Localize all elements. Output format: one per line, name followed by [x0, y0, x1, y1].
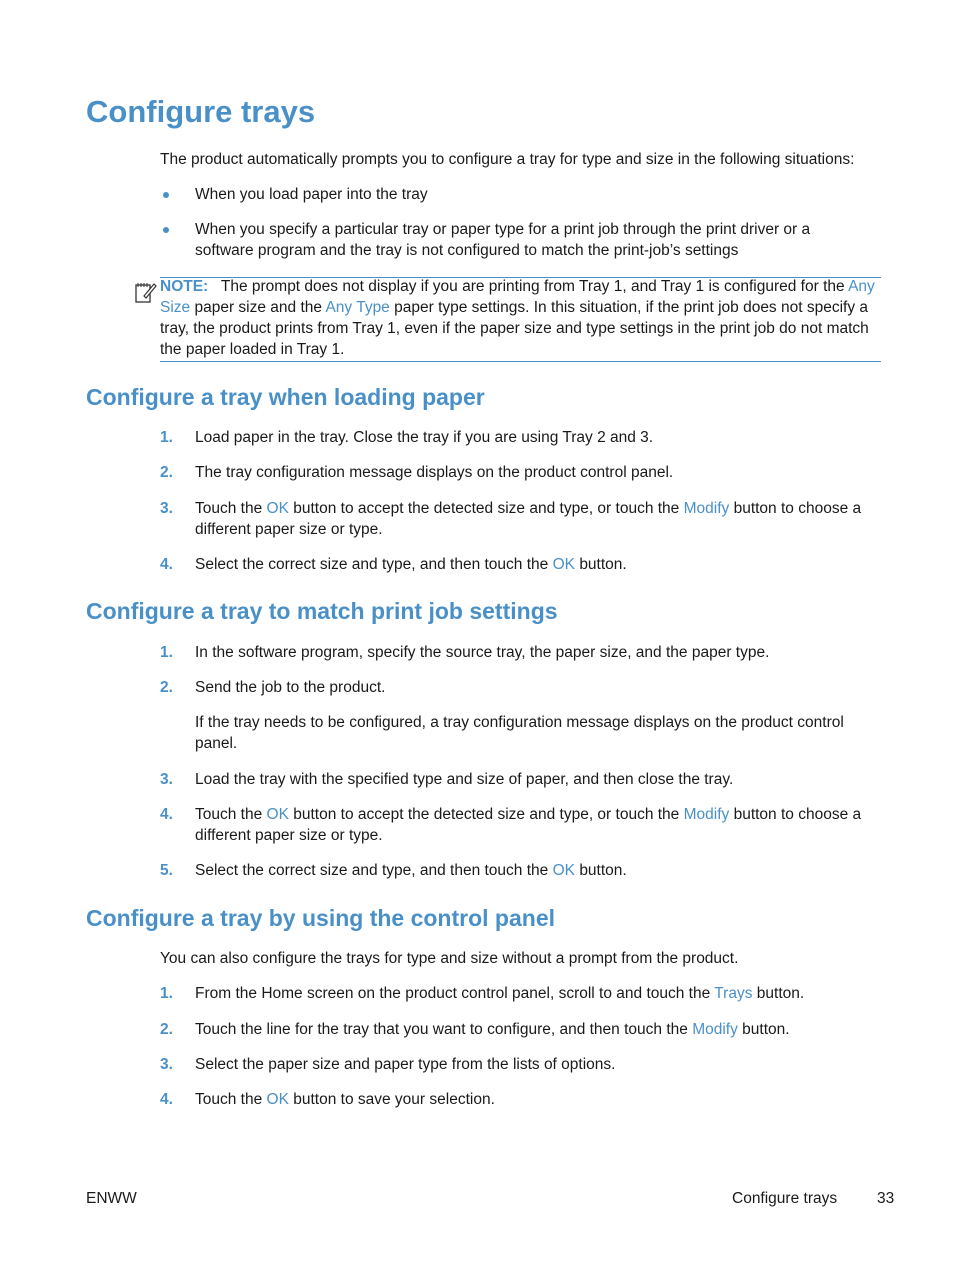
any-size-term: Any Size: [160, 278, 875, 316]
ok-button-term: OK: [266, 806, 289, 823]
step-text: Touch the OK button to accept the detected size and type, or touch the Modify button to choose a different paper size or type.: [195, 500, 862, 538]
page-number: 33: [877, 1190, 895, 1207]
step-text: The tray configuration message displays on the product control panel.: [195, 464, 674, 481]
step-text: Select the correct size and type, and then touch the OK button.: [195, 862, 627, 879]
step-text: From the Home screen on the product control panel, scroll to and touch the Trays button.: [195, 985, 805, 1002]
intro-paragraph: The product automatically prompts you to configure a tray for type and size in the following situations:: [160, 151, 855, 168]
note-label: NOTE:: [160, 278, 209, 295]
step-text: Load paper in the tray. Close the tray if you are using Tray 2 and 3.: [195, 429, 654, 446]
modify-button-term: Modify: [692, 1021, 738, 1038]
note-text-part: paper size and the: [194, 299, 323, 316]
step-number: 3.: [160, 771, 173, 788]
step-extra-text: If the tray needs to be configured, a tray configuration message displays on the product control panel.: [195, 714, 844, 752]
step-number: 5.: [160, 862, 173, 879]
step-number: 2.: [160, 679, 173, 696]
step-text: Load the tray with the specified type and size of paper, and then close the tray.: [195, 771, 734, 788]
step-number: 4.: [160, 806, 173, 823]
step-text: Touch the OK button to save your selection.: [195, 1091, 495, 1108]
bullet-item: When you specify a particular tray or paper type for a print job through the print driver or a software program and the tray is not configured to match the print-job’s settings: [195, 221, 811, 259]
section-heading: Configure a tray by using the control panel: [86, 905, 555, 931]
ok-button-term: OK: [266, 1091, 289, 1108]
step-text: In the software program, specify the source tray, the paper size, and the paper type.: [195, 644, 770, 661]
bullet-icon: [163, 227, 169, 233]
footer-section-title: Configure trays: [732, 1190, 838, 1207]
step-number: 1.: [160, 985, 173, 1002]
note-text: [160, 276, 875, 360]
step-text: Select the correct size and type, and then touch the OK button.: [195, 556, 627, 573]
section-intro: You can also configure the trays for type and size without a prompt from the product.: [160, 950, 739, 967]
note-bottom-rule: [160, 361, 881, 362]
step-number: 1.: [160, 429, 173, 446]
step-text: Touch the OK button to accept the detected size and type, or touch the Modify button to choose a different paper size or type.: [195, 806, 862, 844]
step-number: 2.: [160, 1021, 173, 1038]
step-text: Select the paper size and paper type from the lists of options.: [195, 1056, 616, 1073]
note-text-part: paper type settings. In this situation, if the print job does not specify a tray, the product prints from Tray 1, even if the paper size and type settings in the print job do not match the paper loaded in Tray 1.: [160, 299, 869, 358]
step-number: 1.: [160, 644, 173, 661]
note-text-part: The prompt does not display if you are printing from Tray 1, and Tray 1 is configured for the: [220, 278, 845, 295]
any-type-term: Any Type: [325, 299, 390, 316]
modify-button-term: Modify: [683, 806, 730, 823]
modify-button-term: Modify: [683, 500, 730, 517]
ok-button-term: OK: [266, 500, 289, 517]
page-title: Configure trays: [86, 94, 316, 129]
step-number: 2.: [160, 464, 173, 481]
note-icon: [134, 280, 158, 304]
trays-button-term: Trays: [714, 985, 753, 1002]
bullet-icon: [163, 192, 169, 198]
step-number: 3.: [160, 1056, 173, 1073]
footer-left: ENWW: [86, 1190, 137, 1207]
section-heading: Configure a tray to match print job settings: [86, 598, 558, 624]
step-number: 3.: [160, 500, 173, 517]
bullet-item: When you load paper into the tray: [195, 186, 428, 203]
step-text: Touch the line for the tray that you want to configure, and then touch the Modify button.: [195, 1021, 790, 1038]
step-number: 4.: [160, 556, 173, 573]
ok-button-term: OK: [552, 862, 575, 879]
section-heading: Configure a tray when loading paper: [86, 384, 485, 410]
step-text: Send the job to the product.: [195, 679, 386, 696]
ok-button-term: OK: [552, 556, 575, 573]
step-number: 4.: [160, 1091, 173, 1108]
